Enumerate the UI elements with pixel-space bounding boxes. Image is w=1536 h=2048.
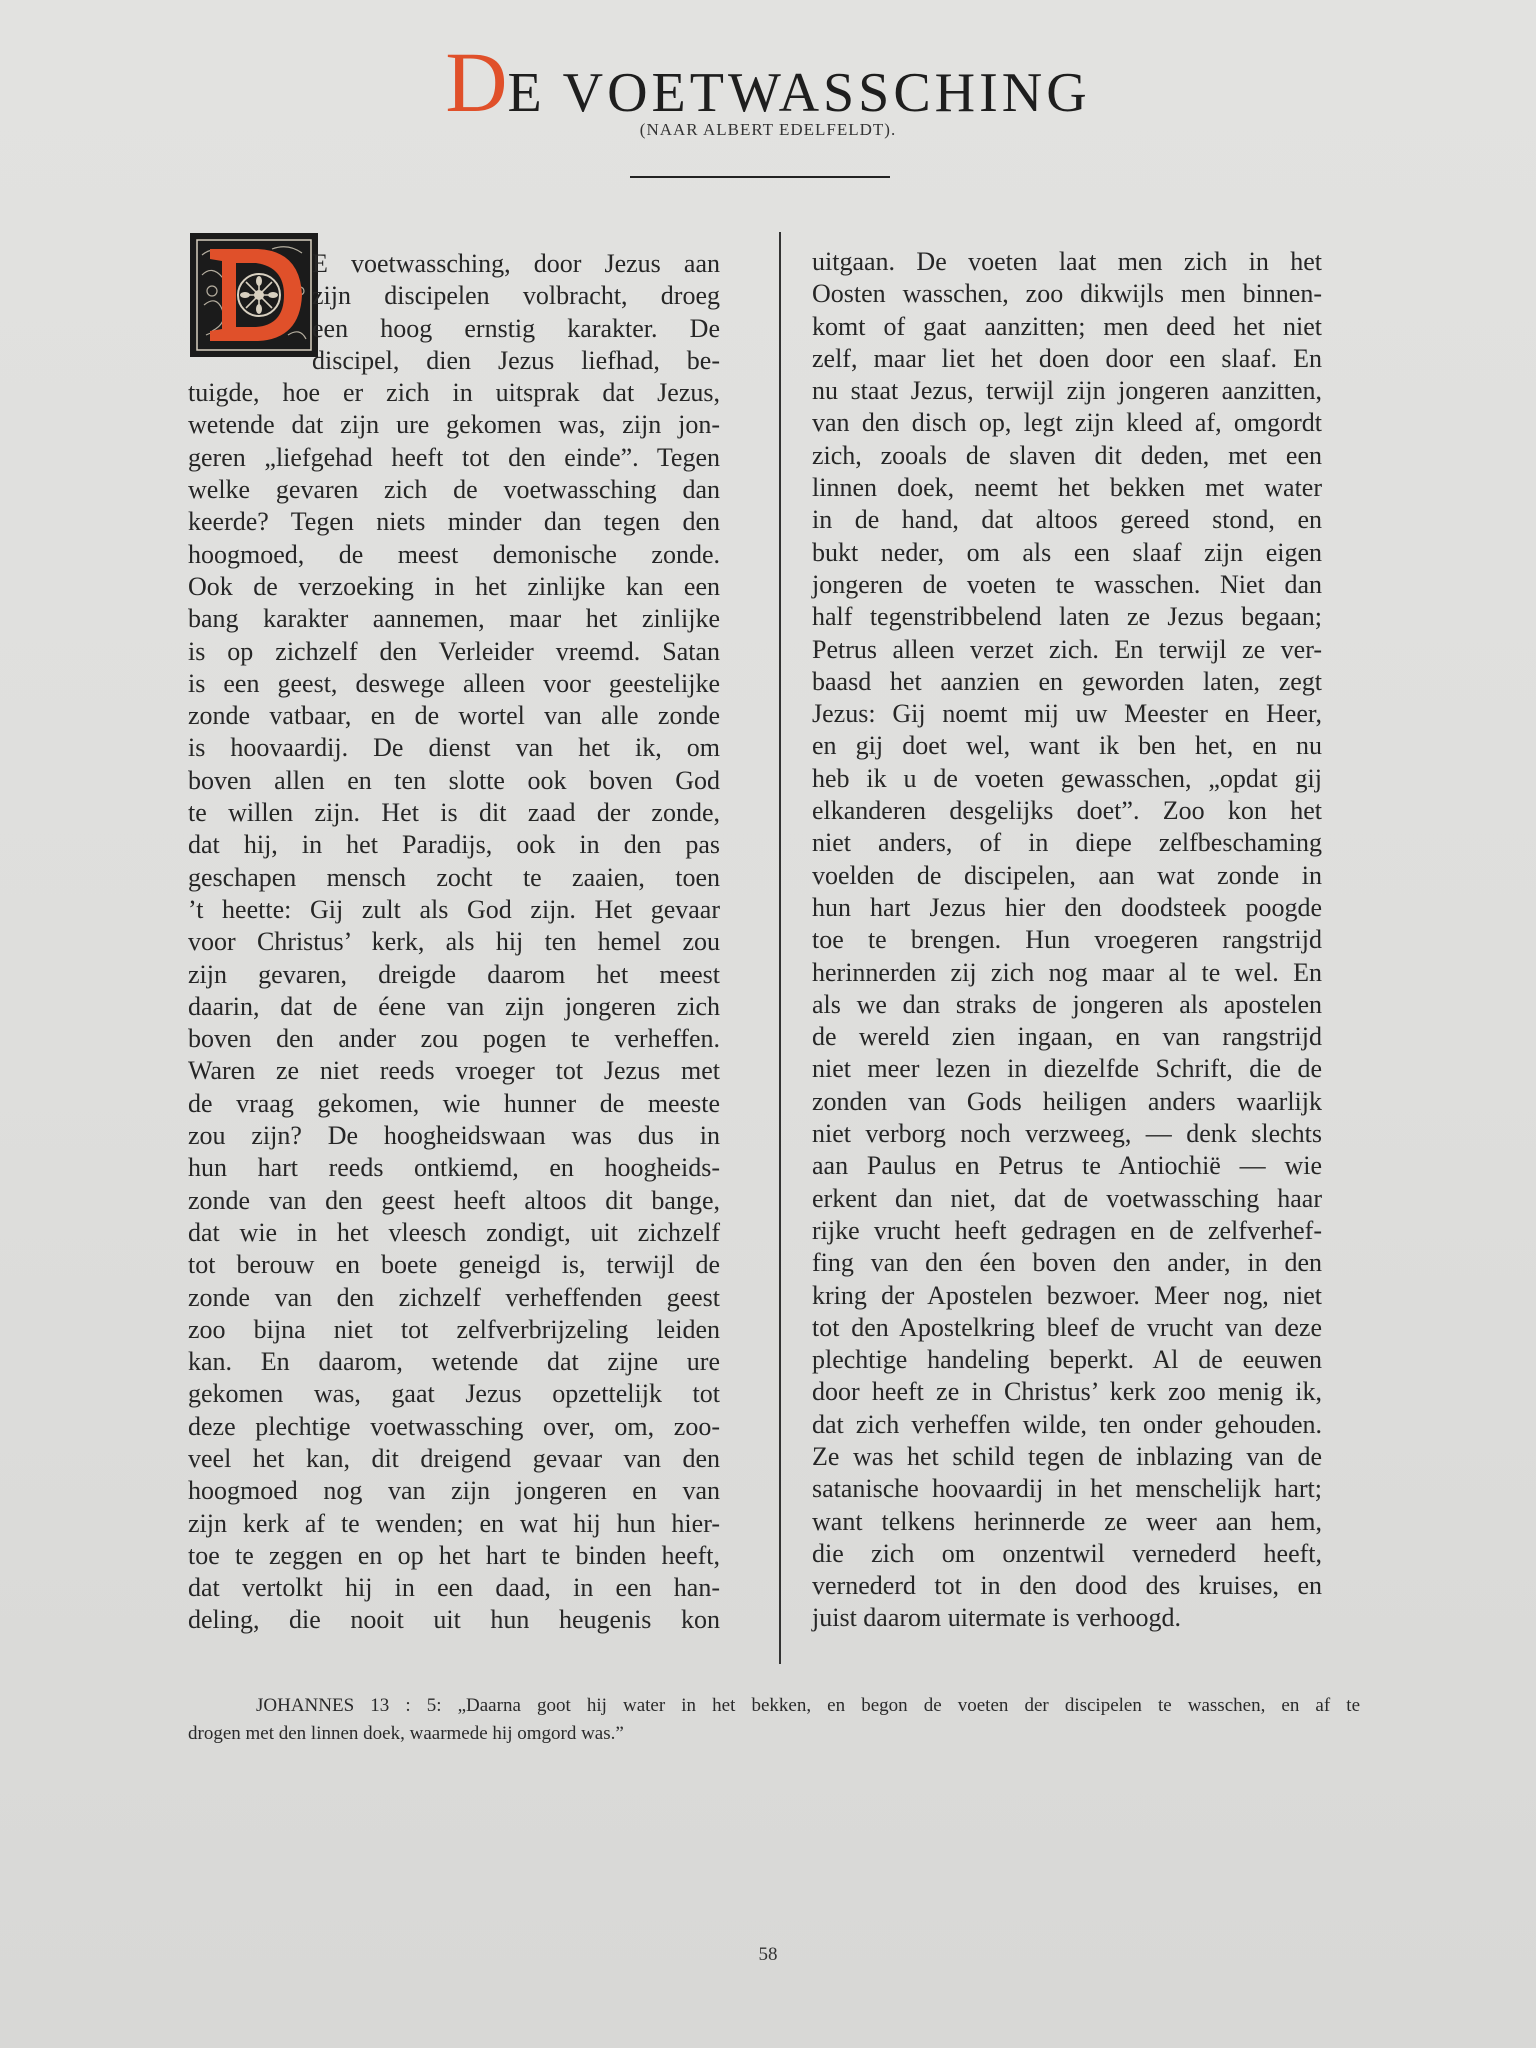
text-line: nu staat Jezus, terwijl zijn jongeren aanzitten, (812, 376, 1322, 406)
text-line: voor Christus’ kerk, als hij ten hemel zou (188, 927, 720, 957)
page-number: 58 (758, 1944, 778, 1965)
left-text-column (188, 248, 720, 1637)
text-line: herinnerden zij zich nog maar al te wel. En (812, 957, 1322, 987)
title-rest: E VOETWASSCHING (507, 62, 1091, 124)
text-line: van den disch op, legt zijn kleed af, omgordt (812, 408, 1322, 438)
text-line: plechtige handeling beperkt. Al de eeuwen (812, 1345, 1322, 1375)
text-line: toe te zeggen en op het hart te binden heeft, (188, 1540, 720, 1570)
text-line: kring der Apostelen bezwoer. Meer nog, niet (812, 1280, 1322, 1310)
text-line: de wereld zien ingaan, en van rangstrijd (812, 1022, 1322, 1052)
text-line: half tegenstribbelend laten ze Jezus begaan; (812, 602, 1322, 632)
text-line: niet meer lezen in diezelfde Schrift, die de (812, 1054, 1322, 1084)
text-line: daarin, dat de éene van zijn jongeren zich (188, 991, 720, 1021)
title-initial: D (445, 34, 508, 130)
text-line: Ze was het schild tegen de inblazing van de (812, 1441, 1322, 1471)
text-line: welke gevaren zich de voetwassching dan (188, 475, 720, 505)
text-line: tot berouw en boete geneigd is, terwijl de (188, 1250, 720, 1280)
text-line: rijke vrucht heeft gedragen en de zelfverhef- (812, 1215, 1322, 1245)
text-line: een hoog ernstig karakter. De (312, 313, 720, 343)
text-line: veel het kan, dit dreigend gevaar van den (188, 1443, 720, 1473)
page-subtitle: (NAAR ALBERT EDELFELDT). (639, 120, 897, 139)
text-line: Waren ze niet reeds vroeger tot Jezus met (188, 1056, 720, 1086)
text-line: keerde? Tegen niets minder dan tegen den (188, 507, 720, 537)
text-line: bukt neder, om als een slaaf zijn eigen (812, 537, 1322, 567)
text-line: niet anders, of in diepe zelfbeschaming (812, 828, 1322, 858)
text-line: niet verborg noch verzweeg, — denk slechts (812, 1119, 1322, 1149)
text-line: tot den Apostelkring bleef de vrucht van deze (812, 1312, 1322, 1342)
text-line: komt of gaat aanzitten; men deed het niet (812, 311, 1322, 341)
text-line: zonde vatbaar, en de wortel van alle zonde (188, 701, 720, 731)
text-line: toe te brengen. Hun vroegeren rangstrijd (812, 925, 1322, 955)
text-line: zou zijn? De hoogheidswaan was dus in (188, 1121, 720, 1151)
text-line: uitgaan. De voeten laat men zich in het (812, 247, 1322, 276)
text-line: jongeren de voeten te wasschen. Niet dan (812, 569, 1322, 599)
text-line: voelden de discipelen, aan wat zonde in (812, 860, 1322, 890)
text-line: Petrus alleen verzet zich. En terwijl ze ver- (812, 634, 1322, 664)
text-line: hoogmoed, de meest demonische zonde. (188, 539, 720, 569)
text-line: de vraag gekomen, wie hunner de meeste (188, 1088, 720, 1118)
text-line: juist daarom uitermate is verhoogd. (812, 1603, 1181, 1633)
column-divider (779, 232, 781, 1664)
text-line: als we dan straks de jongeren als apostelen (812, 989, 1322, 1019)
text-line: hoogmoed nog van zijn jongeren en van (188, 1476, 720, 1506)
text-line: discipel, dien Jezus liefhad, be- (312, 345, 720, 375)
text-line: zich, zooals de slaven dit deden, met een (812, 440, 1322, 470)
text-line: zoo bijna niet tot zelfverbrijzeling leiden (188, 1314, 720, 1344)
text-line: zelf, maar liet het doen door een slaaf. En (812, 343, 1322, 373)
text-line: wetende dat zijn ure gekomen was, zijn jon- (188, 410, 720, 440)
text-line: dat zich verheffen wilde, ten onder gehouden. (812, 1409, 1322, 1439)
text-line: zonde van den geest heeft altoos dit bange, (188, 1185, 720, 1215)
text-line: linnen doek, neemt het bekken met water (812, 473, 1322, 503)
text-line: hun hart reeds ontkiemd, en hoogheids- (188, 1153, 720, 1183)
text-line: in de hand, dat altoos gereed stond, en (812, 505, 1322, 535)
page-title (0, 32, 1536, 132)
text-line: zonde van den zichzelf verheffenden geest (188, 1282, 720, 1312)
scripture-footnote (188, 1692, 1360, 1748)
text-line: erkent dan niet, dat de voetwassching haar (812, 1183, 1322, 1213)
text-line: is een geest, deswege alleen voor geestelijke (188, 668, 720, 698)
title-rule-divider (630, 176, 890, 178)
text-line: door heeft ze in Christus’ kerk zoo menig ik, (812, 1377, 1322, 1407)
text-line: want telkens herinnerde ze weer aan hem, (812, 1506, 1322, 1536)
text-line: die zich om onzentwil vernederd heeft, (812, 1538, 1322, 1568)
text-line: zijn discipelen volbracht, droeg (312, 281, 720, 311)
text-line: baasd het aanzien en geworden laten, zegt (812, 666, 1322, 696)
text-line: bang karakter aannemen, maar het zinlijke (188, 604, 720, 634)
text-line: dat wie in het vleesch zondigt, uit zichzelf (188, 1217, 720, 1247)
text-line: satanische hoovaardij in het menschelijk hart; (812, 1474, 1322, 1504)
text-line: boven allen en ten slotte ook boven God (188, 765, 720, 795)
text-line: zonden van Gods heiligen anders waarlijk (812, 1086, 1322, 1116)
text-line: tuigde, hoe er zich in uitsprak dat Jezus, (188, 378, 720, 408)
text-line: fing van den éen boven den ander, in den (812, 1248, 1322, 1278)
text-line: deze plechtige voetwassching over, om, zoo- (188, 1411, 720, 1441)
footnote-line: JOHANNES 13 : 5: „Daarna goot hij water in het bekken, en begon de voeten der discipelen te wasschen, en af te (256, 1695, 1360, 1716)
text-line: is hoovaardij. De dienst van het ik, om (188, 733, 720, 763)
footnote-line: drogen met den linnen doek, waarmede hij omgord was.” (188, 1723, 624, 1744)
text-line: dat vertolkt hij in een daad, in een han- (188, 1573, 720, 1603)
right-text-column (812, 246, 1322, 1635)
text-line: en gij doet wel, want ik ben het, en nu (812, 731, 1322, 761)
text-line: gekomen was, gaat Jezus opzettelijk tot (188, 1379, 720, 1409)
text-line: geschapen mensch zocht te zaaien, toen (188, 862, 720, 892)
text-line: is op zichzelf den Verleider vreemd. Satan (188, 636, 720, 666)
text-line: elkanderen desgelijks doet”. Zoo kon het (812, 796, 1322, 826)
text-line: zijn gevaren, dreigde daarom het meest (188, 959, 720, 989)
text-line: zijn kerk af te wenden; en wat hij hun hier- (188, 1508, 720, 1538)
text-line: ’t heette: Gij zult als God zijn. Het gevaar (188, 894, 720, 924)
text-line: vernederd tot in den dood des kruises, en (812, 1571, 1322, 1601)
text-line: dat hij, in het Paradijs, ook in den pas (188, 830, 720, 860)
text-line: geren „liefgehad heeft tot den einde”. Tegen (188, 442, 720, 472)
text-line: Jezus: Gij noemt mij uw Meester en Heer, (812, 699, 1322, 729)
text-line: deling, die nooit uit hun heugenis kon (188, 1605, 720, 1635)
text-line: E voetwassching, door Jezus aan (312, 249, 720, 278)
text-line: kan. En daarom, wetende dat zijne ure (188, 1347, 720, 1377)
text-line: boven den ander zou pogen te verheffen. (188, 1024, 720, 1054)
text-line: hun hart Jezus hier den doodsteek poogde (812, 892, 1322, 922)
text-line: aan Paulus en Petrus te Antiochië — wie (812, 1151, 1322, 1181)
text-line: Oosten wasschen, zoo dikwijls men binnen- (812, 279, 1322, 309)
text-line: heb ik u de voeten gewasschen, „opdat gij (812, 763, 1322, 793)
text-line: Ook de verzoeking in het zinlijke kan een (188, 571, 720, 601)
text-line: te willen zijn. Het is dit zaad der zonde, (188, 798, 720, 828)
